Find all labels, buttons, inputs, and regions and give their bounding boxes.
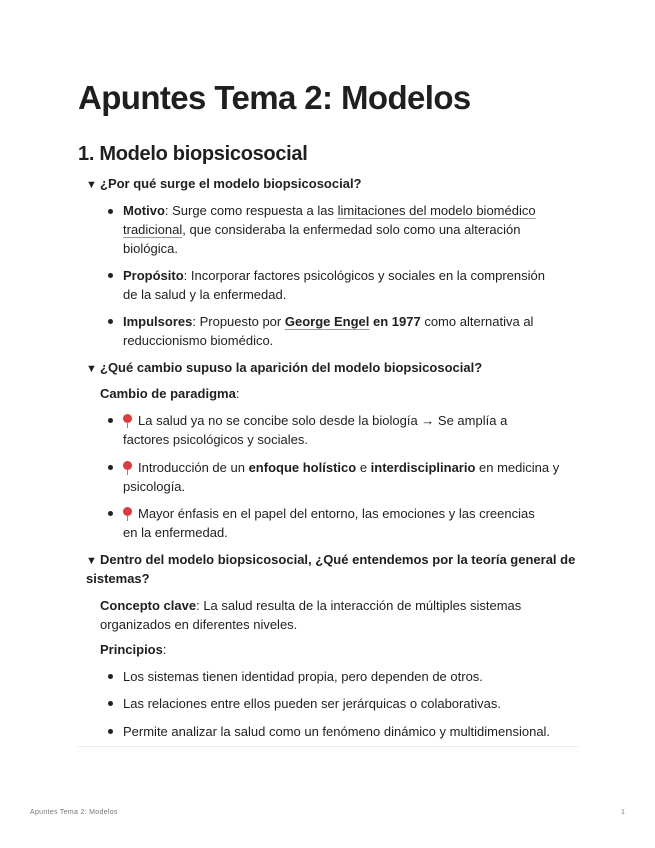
list-item: Impulsores: Propuesto por George Engel en 1977 como alternativa al — [123, 314, 534, 329]
list-item: Permite analizar la salud como un fenómeno dinámico y multidimensional. — [123, 724, 551, 739]
toggle-triangle-icon[interactable]: ▼ — [86, 555, 97, 567]
bullet-dot-icon — [108, 273, 113, 278]
bullet-dot-icon — [108, 511, 113, 516]
toggle-systems-theory[interactable] — [86, 550, 575, 571]
toggle-question: Dentro del modelo biopsicosocial, ¿Qué entendemos por la teoría general de — [100, 552, 576, 567]
list-item: Los sistemas tienen identidad propia, pero dependen de otros. — [123, 669, 483, 684]
list-item: Mayor énfasis en el papel del entorno, las emociones y las creencias — [123, 504, 535, 523]
list-item: La salud ya no se concibe solo desde la biología → Se amplía a — [123, 411, 507, 430]
underlined-text: George Engel — [284, 314, 370, 329]
list-item: Motivo: Surge como respuesta a las limitaciones del modelo biomédico — [123, 203, 536, 218]
pushpin-icon — [123, 414, 132, 427]
bullet-dot-icon — [108, 465, 113, 470]
toggle-question: ¿Por qué surge el modelo biopsicosocial? — [100, 176, 362, 191]
toggle-triangle-icon[interactable]: ▼ — [86, 179, 97, 191]
list-item: Las relaciones entre ellos pueden ser jerárquicas o colaborativas. — [123, 696, 501, 711]
bullet-dot-icon — [108, 701, 113, 706]
bullet-dot-icon — [108, 418, 113, 423]
bullet-dot-icon — [108, 209, 113, 214]
pushpin-icon — [123, 507, 132, 520]
subheading: Cambio de paradigma: — [100, 386, 240, 401]
toggle-paradigm-change[interactable] — [86, 358, 482, 379]
footer-title: Apuntes Tema 2: Modelos — [30, 809, 118, 816]
toggle-triangle-icon[interactable]: ▼ — [86, 363, 97, 375]
document-page: Apuntes Tema 2: Modelos 1. Modelo biopsicosocial ▼ ¿Por qué surge el modelo biopsicosocial? Motivo: Surge como respuesta a las limitaciones del modelo biomédico tradicional, que consideraba la enfermedad solo como una alteración biológica. Propósito: Incorporar factores psicológicos y sociales en la comprensión de la salud y la enfermedad. Impulsores: Propuesto por George Engel en 1977 como alternativa al reduccionismo biomédico. ▼ ¿Qué cambio supuso la aparición del modelo biopsicosocial? Cambio de paradigma: La salud ya no se concibe solo desde la biología → Se amplía a factores psicológicos y sociales. Introducción de un enfoque holístico e interdisciplinario en medicina y psicología. Mayor énfasis en el papel del entorno, las emociones y las creencias en la enfermedad. ▼ Dentro del modelo biopsicosocial, ¿Qué entendemos por la teoría general de sistemas? Concepto clave: La salud resulta de la interacción de múltiples sistemas organizados en diferentes niveles. Principios: Los sistemas tienen identidad propia, pero dependen de otros. Las relaciones entre ellos pueden ser jerárquicas o colaborativas. Permite analizar la salud como un fenómeno dinámico y multidimensional. Apuntes Tema 2: Modelos 1 — [30, 79, 625, 816]
bullet-dot-icon — [108, 319, 113, 324]
page-number: 1 — [621, 809, 625, 816]
toggle-question: ¿Qué cambio supuso la aparición del modelo biopsicosocial? — [100, 360, 483, 375]
section-heading: 1. Modelo biopsicosocial — [78, 143, 308, 165]
underlined-text: limitaciones del modelo biomédico — [337, 203, 536, 218]
page-title: Apuntes Tema 2: Modelos — [78, 79, 471, 116]
toggle-why-biopsychosocial[interactable] — [86, 174, 362, 195]
pushpin-icon — [123, 461, 132, 474]
paragraph: Concepto clave: La salud resulta de la interacción de múltiples sistemas — [100, 598, 522, 613]
divider — [78, 746, 578, 747]
list-item: Propósito: Incorporar factores psicológicos y sociales en la comprensión — [123, 268, 545, 283]
subheading: Principios: — [100, 642, 167, 657]
bullet-dot-icon — [108, 729, 113, 734]
bullet-dot-icon — [108, 674, 113, 679]
list-item: Introducción de un enfoque holístico e interdisciplinario en medicina y — [123, 458, 559, 477]
